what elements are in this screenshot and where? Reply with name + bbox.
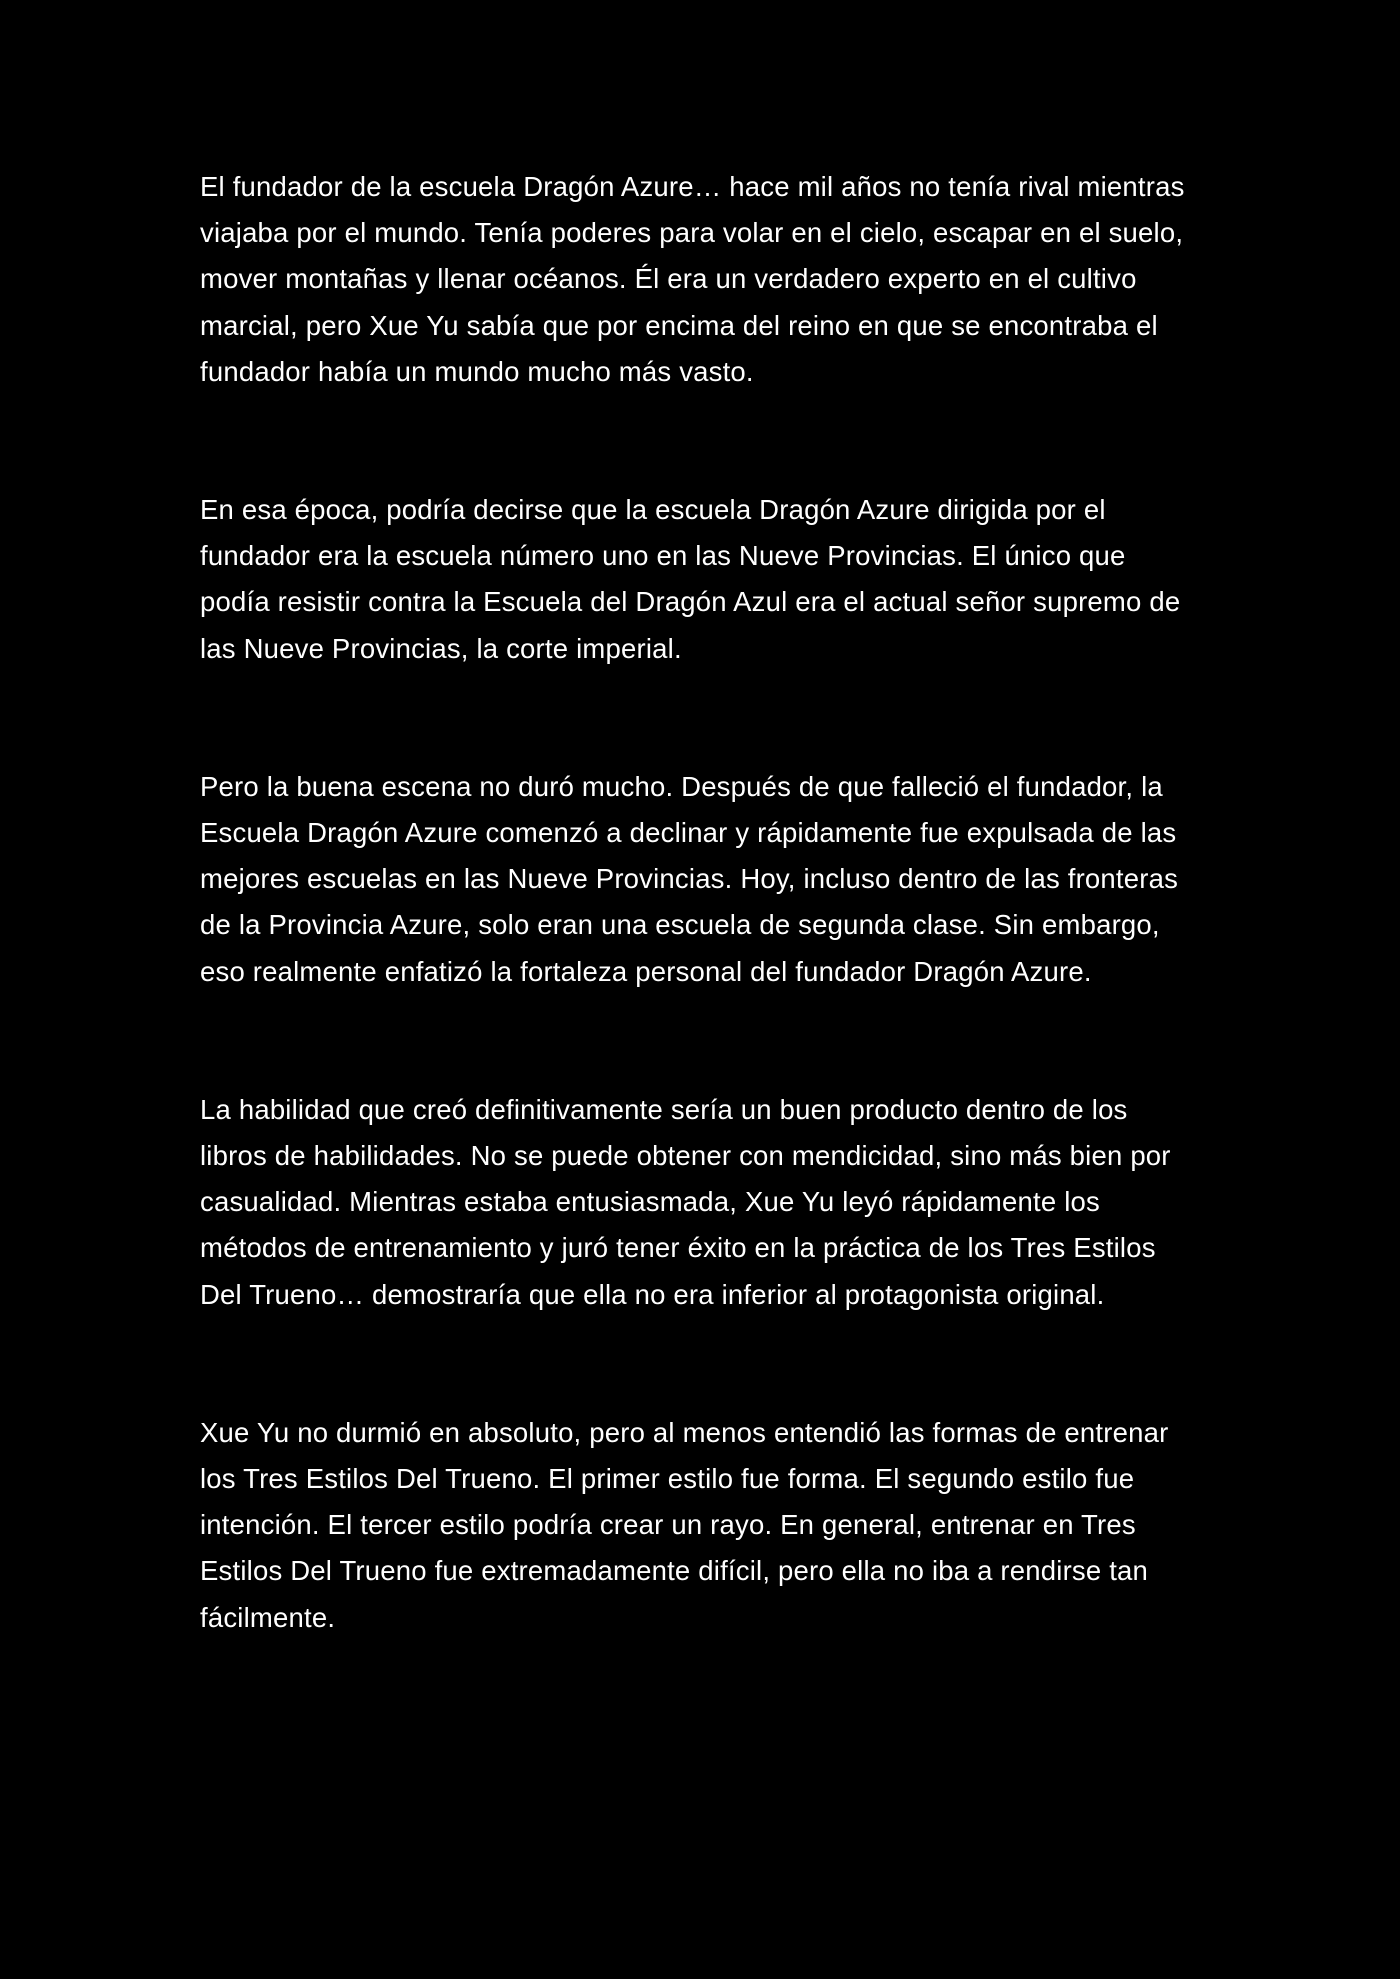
paragraph-4: La habilidad que creó definitivamente sería un buen producto dentro de los libros de habilidades. No se puede obtener con mendicidad, sino más bien por casualidad. Mientras estaba entusiasmada, Xue Yu leyó rápidamente los métodos de entrenamiento y juró tener éxito en la práctica de los Tres Estilos Del Trueno… demostraría que ella no era inferior al protagonista original. xyxy=(200,1093,1171,1310)
paragraph-1: El fundador de la escuela Dragón Azure… hace mil años no tenía rival mientras viajaba por el mundo. Tenía poderes para volar en el cielo, escapar en el suelo, mover montañas y llenar océanos. Él era un verdadero experto en el cultivo marcial, pero Xue Yu sabía que por encima del reino en que se encontraba el fundador había un mundo mucho más vasto. xyxy=(200,171,1185,387)
paragraph-3: Pero la buena escena no duró mucho. Después de que falleció el fundador, la Escuela Dragón Azure comenzó a declinar y rápidamente fue expulsada de las mejores escuelas en las Nueve Provincias. Hoy, incluso dentro de las fronteras de la Provincia Azure, solo eran una escuela de segunda clase. Sin embargo, eso realmente enfatizó la fortaleza personal del fundador Dragón Azure. xyxy=(200,770,1179,987)
paragraph-2: En esa época, podría decirse que la escuela Dragón Azure dirigida por el fundador era la escuela número uno en las Nueve Provincias. El único que podía resistir contra la Escuela del Dragón Azul era el actual señor supremo de las Nueve Provincias, la corte imperial. xyxy=(200,494,1181,664)
text-column xyxy=(200,164,1200,1641)
paragraph-5: Xue Yu no durmió en absoluto, pero al menos entendió las formas de entrenar los Tres Estilos Del Trueno. El primer estilo fue forma. El segundo estilo fue intención. El tercer estilo podría crear un rayo. En general, entrenar en Tres Estilos Del Trueno fue extremadamente difícil, pero ella no iba a rendirse tan fácilmente. xyxy=(200,1416,1169,1633)
